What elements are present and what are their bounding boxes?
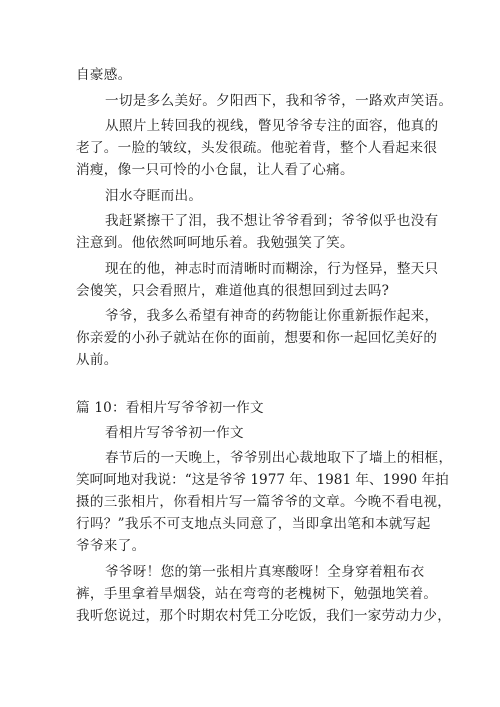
text-line: 爷爷呀！您的第一张相片真寒酸呀！全身穿着粗布衣	[105, 564, 425, 580]
text-line: 自豪感。	[76, 67, 132, 83]
text-line: 行吗？”我乐不可支地点头同意了，当即拿出笔和本就写起	[76, 516, 431, 532]
text-line: 从照片上转回我的视线，瞥见爷爷专注的面容，他真的	[105, 118, 439, 134]
text-line: 泪水夺眶而出。	[105, 188, 203, 204]
text-line: 老了。一脸的皱纹，头发很疏。他驼着背，整个人看起来很	[76, 140, 438, 156]
article-title: 看相片写爷爷初一作文	[105, 425, 244, 441]
text-line: 从前。	[76, 352, 118, 368]
text-line: 会傻笑，只会看照片，难道他真的很想回到过去吗?	[76, 283, 390, 299]
text-line: 裤，手里拿着旱烟袋，站在弯弯的老槐树下，勉强地笑着。	[76, 586, 438, 602]
text-line: 消瘦，像一只可怜的小仓鼠，让人看了心痛。	[76, 162, 354, 178]
text-line: 注意到。他依然呵呵地乐着。我勉强笑了笑。	[76, 235, 354, 251]
text-line: 现在的他，神志时而清晰时而糊涂，行为怪异，整天只	[105, 261, 439, 277]
text-line: 爷爷，我多么希望有神奇的药物能让你重新振作起来，	[105, 308, 439, 324]
text-line: 春节后的一天晚上，爷爷别出心裁地取下了墙上的相框，	[105, 450, 453, 466]
text-line: 摄的三张相片，你看相片写一篇爷爷的文章。今晚不看电视，	[76, 494, 452, 510]
text-line: 我赶紧擦干了泪，我不想让爷爷看到；爷爷似乎也没有	[105, 213, 439, 229]
text-line: 笑呵呵地对我说：“这是爷爷 1977 年、1981 年、1990 年拍	[76, 472, 449, 488]
text-line: 我听您说过，那个时期农村凭工分吃饭，我们一家劳动力少，	[76, 608, 452, 624]
text-line: 你亲爱的小孙子就站在你的面前，想要和你一起回忆美好的	[76, 330, 438, 346]
text-line: 爷爷来了。	[76, 538, 146, 554]
text-line: 一切是多么美好。夕阳西下，我和爷爷，一路欢声笑语。	[105, 93, 453, 109]
section-heading: 篇 10：看相片写爷爷初一作文	[76, 400, 264, 416]
